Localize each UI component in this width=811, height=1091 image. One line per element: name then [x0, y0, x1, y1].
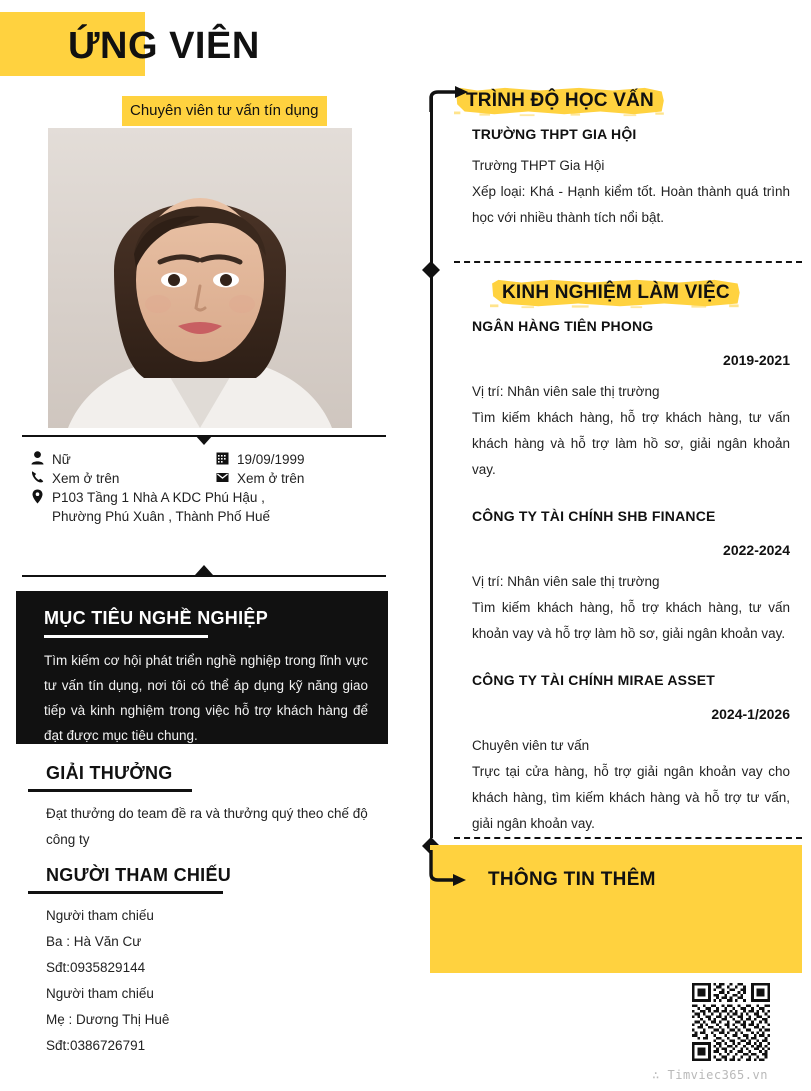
job-company: CÔNG TY TÀI CHÍNH MIRAE ASSET	[472, 672, 716, 688]
objective-body: Tìm kiếm cơ hội phát triển nghề nghiệp trong lĩnh vực tư vấn tín dụng, nơi tôi có thể áp dụng kỹ năng giao tiếp và kinh nghiệm trong việc hỗ trợ khách hàng để đạt được mục tiêu chung.	[44, 653, 368, 743]
portrait-image	[48, 128, 352, 428]
timeline-dashed-divider	[454, 837, 802, 839]
contact-email-value: Xem ở trên	[237, 471, 305, 486]
education-line1: Trường THPT Gia Hội	[472, 158, 605, 173]
experience-job	[454, 669, 802, 837]
job-years: 2024-1/2026	[711, 706, 790, 722]
contact-phone	[22, 469, 207, 488]
contact-birthday	[207, 450, 392, 469]
location-pin-icon	[22, 488, 52, 504]
phone-icon	[22, 469, 52, 484]
education-section	[454, 86, 802, 231]
contact-address	[22, 488, 392, 526]
references-underline	[28, 891, 223, 894]
calendar-icon	[207, 450, 237, 465]
contact-address-line2: Phường Phú Xuân , Thành Phố Huế	[52, 509, 271, 524]
references-list	[28, 903, 388, 1059]
contact-phone-value: Xem ở trên	[52, 471, 120, 486]
list-item: Người tham chiếu	[46, 908, 154, 923]
objective-title: MỤC TIÊU NGHỀ NGHIỆP	[44, 608, 269, 628]
contact-block	[22, 450, 392, 540]
list-item: Ba : Hà Văn Cư	[46, 934, 142, 949]
objective-section	[16, 591, 388, 744]
contact-email	[207, 469, 392, 488]
job-title-tag: Chuyên viên tư vấn tín dụng	[122, 96, 327, 126]
envelope-icon	[207, 469, 237, 484]
timeline-line	[430, 96, 433, 838]
timeline-dashed-divider	[454, 261, 802, 263]
timeline-diamond	[422, 828, 440, 846]
divider-top	[22, 430, 386, 442]
job-position: Vị trí: Nhân viên sale thị trường	[472, 574, 660, 589]
additional-info-title: THÔNG TIN THÊM	[488, 869, 656, 890]
awards-section	[28, 760, 388, 853]
objective-underline	[44, 635, 208, 638]
education-title: TRÌNH ĐỘ HỌC VẤN	[454, 86, 666, 117]
awards-title: GIẢI THƯỞNG	[46, 763, 173, 783]
awards-body: Đạt thưởng do team đề ra và thưởng quý theo chế độ công ty	[46, 806, 368, 847]
contact-gender-value: Nữ	[52, 452, 71, 467]
timeline-diamond	[422, 252, 440, 270]
list-item: Sđt:0935829144	[46, 960, 146, 975]
job-position: Vị trí: Nhân viên sale thị trường	[472, 384, 660, 399]
list-item: Mẹ : Dương Thị Huê	[46, 1012, 170, 1027]
page-title: ỨNG VIÊN	[68, 25, 260, 67]
experience-job	[454, 315, 802, 483]
right-column	[418, 0, 811, 1091]
references-section	[28, 862, 388, 1059]
contact-address-line1: P103 Tầng 1 Nhà A KDC Phú Hậu ,	[52, 490, 265, 505]
job-description: Tìm kiếm khách hàng, hỗ trợ khách hàng, tư vấn khách hàng và hỗ trợ làm hồ sơ, giải ngân khoản vay.	[472, 410, 790, 477]
list-item: Người tham chiếu	[46, 986, 154, 1001]
avatar	[48, 128, 352, 428]
job-description: Tìm kiếm khách hàng, hỗ trợ khách hàng, tư vấn khoản vay và hỗ trợ làm hồ sơ, giải ngân khoản vay.	[472, 600, 790, 641]
job-description: Trực tại cửa hàng, hỗ trợ giải ngân khoản vay cho khách hàng, tìm kiếm khách hàng và hỗ trợ tư vấn, giải ngân khoản vay.	[472, 764, 790, 831]
education-line2: Xếp loại: Khá - Hạnh kiểm tốt. Hoàn thành quá trình học với nhiều thành tích nổi bật.	[472, 184, 790, 225]
qr-code	[692, 983, 770, 1061]
awards-underline	[28, 789, 192, 792]
contact-gender	[22, 450, 207, 469]
brand-watermark: ∴ Timviec365.vn	[652, 1068, 768, 1082]
person-icon	[22, 450, 52, 465]
job-position: Chuyên viên tư vấn	[472, 738, 590, 753]
job-company: NGÂN HÀNG TIÊN PHONG	[472, 318, 654, 334]
contact-birthday-value: 19/09/1999	[237, 452, 305, 467]
timeline-arrow-bottom	[424, 850, 472, 880]
additional-info-section	[430, 845, 802, 973]
job-years: 2022-2024	[723, 542, 790, 558]
list-item: Sđt:0386726791	[46, 1038, 146, 1053]
experience-job	[454, 505, 802, 647]
experience-section	[454, 278, 802, 837]
references-title: NGƯỜI THAM CHIẾU	[46, 865, 232, 885]
job-years: 2019-2021	[723, 352, 790, 368]
divider-bottom	[22, 570, 386, 582]
experience-title: KINH NGHIỆM LÀM VIỆC	[490, 278, 742, 309]
job-company: CÔNG TY TÀI CHÍNH SHB FINANCE	[472, 508, 716, 524]
education-school: TRƯỜNG THPT GIA HỘI	[472, 126, 637, 142]
